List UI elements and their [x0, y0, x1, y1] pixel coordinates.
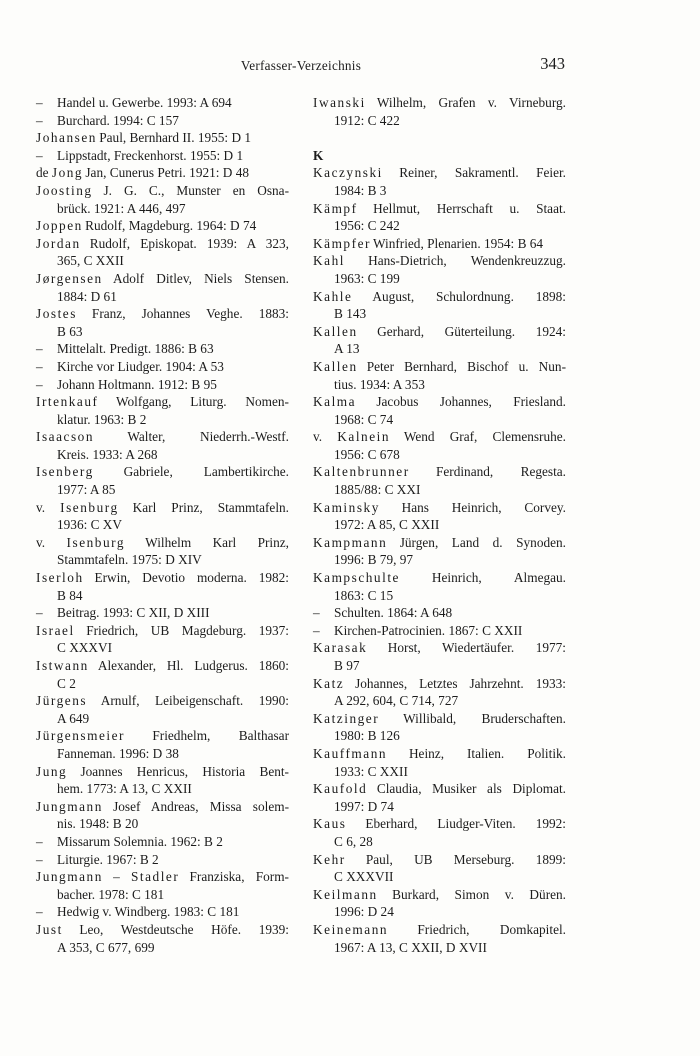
- entry-text: v.: [313, 429, 338, 445]
- index-line: [313, 499, 566, 517]
- index-line: [313, 622, 566, 640]
- entry-text: 1997: D 74: [334, 798, 394, 814]
- index-line: [313, 446, 566, 464]
- blank-line: [313, 129, 566, 147]
- author-name: Kauffmann: [313, 745, 388, 761]
- entry-text: Schulten. 1864: A 648: [334, 605, 453, 621]
- index-line: [36, 727, 289, 745]
- entry-text: nis. 1948: B 20: [57, 816, 139, 832]
- entry-text: Kreis. 1933: A 268: [57, 446, 158, 462]
- entry-text: 1984: B 3: [334, 182, 387, 198]
- index-line: [36, 833, 289, 851]
- author-name: Isenburg: [66, 534, 126, 550]
- index-line: [313, 675, 566, 693]
- entry-text: v.: [36, 499, 61, 515]
- entry-text: Hellmut, Herrschaft u. Staat.: [356, 200, 566, 216]
- index-line: [36, 798, 289, 816]
- index-line: [313, 270, 566, 288]
- index-line: [36, 569, 289, 587]
- entry-text: Alexander, Hl. Ludgerus. 1860:: [87, 658, 289, 673]
- author-name: Kaufold: [313, 781, 368, 797]
- index-line: [313, 182, 566, 200]
- repeat-dash: –: [313, 622, 320, 638]
- entry-text: klatur. 1963: B 2: [57, 411, 147, 427]
- entry-text: Leo, Westdeutsche Höfe. 1939:: [61, 921, 289, 937]
- entry-text: Franziska, Form-: [178, 869, 289, 885]
- entry-text: Walter, Niederrh.-Westf.: [92, 429, 289, 445]
- author-name: Isaacson: [36, 429, 95, 445]
- entry-text: Beitrag. 1993: C XII, D XIII: [57, 605, 210, 621]
- author-name: Joppen: [36, 218, 83, 234]
- repeat-dash: –: [36, 904, 43, 920]
- entry-text: Jan, Cunerus Petri. 1921: D 48: [82, 165, 250, 181]
- index-line: [313, 164, 566, 182]
- author-name: Kampmann: [313, 534, 388, 550]
- entry-text: B 63: [57, 323, 83, 339]
- index-line: [313, 921, 566, 939]
- entry-text: 1885/88: C XXI: [334, 482, 421, 498]
- repeat-dash: –: [36, 358, 43, 374]
- entry-text: Mittelalt. Predigt. 1886: B 63: [57, 341, 214, 357]
- author-name: Kampschulte: [313, 570, 400, 586]
- author-name: Kämpfer: [313, 235, 371, 251]
- index-line: [313, 235, 566, 253]
- index-line: [36, 112, 289, 130]
- index-line: [36, 763, 289, 781]
- repeat-dash: –: [313, 605, 320, 621]
- entry-text: Erwin, Devotio moderna. 1982:: [82, 570, 289, 586]
- index-line: [313, 939, 566, 957]
- index-line: [36, 499, 289, 517]
- entry-text: bacher. 1978: C 181: [57, 886, 165, 902]
- entry-text: Peter Bernhard, Bischof u. Nun-: [356, 358, 566, 374]
- author-name: Jong: [51, 165, 84, 181]
- entry-text: C 6, 28: [334, 833, 373, 849]
- entry-text: 1996: D 24: [334, 904, 394, 920]
- author-name: Kaus: [313, 816, 347, 832]
- entry-text: Heinz, Italien. Politik.: [386, 745, 566, 761]
- entry-text: Lippstadt, Freckenhorst. 1955: D 1: [57, 147, 244, 163]
- index-line: [313, 323, 566, 341]
- page-header: [36, 54, 566, 78]
- entry-text: Johann Holtmann. 1912: B 95: [57, 376, 217, 392]
- index-line: [313, 798, 566, 816]
- author-name: Kalma: [313, 394, 357, 410]
- entry-text: 365, C XXII: [57, 253, 124, 269]
- index-line: [36, 939, 289, 957]
- author-name: Iserloh: [36, 570, 84, 586]
- repeat-dash: –: [36, 147, 43, 163]
- index-line: [313, 587, 566, 605]
- entry-text: Handel u. Gewerbe. 1993: A 694: [57, 95, 232, 110]
- entry-text: A 353, C 677, 699: [57, 939, 155, 955]
- index-line: [36, 815, 289, 833]
- index-columns: [36, 94, 566, 956]
- author-name: Jürgensmeier: [36, 728, 126, 744]
- entry-text: August, Schulordnung. 1898:: [351, 288, 566, 304]
- index-line: [36, 886, 289, 904]
- index-line: [36, 147, 289, 165]
- entry-text: Kirche vor Liudger. 1904: A 53: [57, 358, 224, 374]
- index-line: [313, 657, 566, 675]
- index-line: [313, 217, 566, 235]
- entry-text: 1863: C 15: [334, 587, 394, 603]
- repeat-dash: –: [36, 851, 43, 867]
- index-line: [36, 851, 289, 869]
- index-column-left: [36, 94, 289, 956]
- entry-text: B 143: [334, 306, 367, 322]
- entry-text: Wilhelm Karl Prinz,: [124, 534, 290, 550]
- entry-text: –: [101, 869, 131, 885]
- entry-text: Jacobus Johannes, Friesland.: [355, 394, 566, 410]
- index-line: [313, 305, 566, 323]
- index-line: [36, 604, 289, 622]
- index-line: [313, 886, 566, 904]
- entry-text: de: [36, 165, 52, 181]
- index-line: [313, 288, 566, 306]
- index-line: [36, 270, 289, 288]
- entry-text: Wend Graf, Clemensruhe.: [389, 429, 566, 445]
- entry-text: Stammtafeln. 1975: D XIV: [57, 552, 202, 568]
- index-line: [313, 411, 566, 429]
- author-name: Johansen: [36, 130, 97, 146]
- index-line: [313, 710, 566, 728]
- index-line: [36, 235, 289, 253]
- author-name: Israel: [36, 622, 75, 638]
- repeat-dash: –: [36, 95, 43, 110]
- author-name: Jung: [36, 763, 68, 779]
- index-line: [36, 710, 289, 728]
- index-line: [36, 411, 289, 429]
- author-name: Jungmann: [36, 869, 103, 885]
- index-line: [313, 393, 566, 411]
- entry-text: Wolfgang, Liturg. Nomen-: [97, 394, 289, 410]
- author-name: Karasak: [313, 640, 368, 656]
- entry-text: Reiner, Sakramentl. Feier.: [381, 165, 566, 181]
- entry-text: Claudia, Musiker als Diplomat.: [366, 781, 566, 797]
- index-line: [36, 692, 289, 710]
- author-name: Jungmann: [36, 798, 103, 814]
- entry-text: Heinrich, Almegau.: [398, 570, 566, 586]
- author-name: Joosting: [36, 182, 93, 198]
- entry-text: A 649: [57, 710, 90, 726]
- index-line: [36, 182, 289, 200]
- entry-text: Missarum Solemnia. 1962: B 2: [57, 833, 223, 849]
- entry-text: Johannes, Letztes Jahrzehnt. 1933:: [343, 675, 566, 691]
- entry-text: 1933: C XXII: [334, 763, 408, 779]
- text-block: [36, 54, 566, 956]
- author-name: Jürgens: [36, 693, 88, 709]
- index-line: [36, 323, 289, 341]
- entry-text: Gerhard, Güterteilung. 1924:: [356, 323, 566, 339]
- entry-text: Rudolf, Magdeburg. 1964: D 74: [81, 218, 257, 234]
- entry-text: B 97: [334, 658, 360, 673]
- entry-text: Hedwig v. Windberg. 1983: C 181: [57, 904, 240, 920]
- index-line: [36, 94, 289, 112]
- entry-text: Jürgen, Land d. Synoden.: [386, 534, 566, 550]
- index-line: [36, 921, 289, 939]
- index-line: [313, 763, 566, 781]
- index-line: [313, 604, 566, 622]
- index-line: [313, 252, 566, 270]
- repeat-dash: –: [36, 833, 43, 849]
- index-line: [36, 587, 289, 605]
- index-line: [313, 727, 566, 745]
- entry-text: 1956: C 242: [334, 218, 400, 234]
- entry-text: hem. 1773: A 13, C XXII: [57, 781, 192, 797]
- entry-text: Friedhelm, Balthasar: [123, 728, 289, 744]
- index-line: [313, 551, 566, 569]
- author-name: Kaminsky: [313, 499, 380, 515]
- entry-text: Paul, UB Merseburg. 1899:: [344, 851, 566, 867]
- repeat-dash: –: [36, 112, 43, 128]
- entry-text: C XXXVII: [334, 869, 394, 885]
- entry-text: 1980: B 126: [334, 728, 400, 744]
- index-line: [36, 340, 289, 358]
- index-line: [313, 516, 566, 534]
- author-name: Katz: [313, 675, 345, 691]
- entry-text: Friedrich, UB Magdeburg. 1937:: [73, 622, 289, 638]
- author-name: Jostes: [36, 306, 77, 322]
- index-line: [36, 393, 289, 411]
- entry-text: Fanneman. 1996: D 38: [57, 745, 179, 761]
- index-line: [313, 376, 566, 394]
- index-line: [36, 376, 289, 394]
- index-column-right: [313, 94, 566, 956]
- index-line: [313, 481, 566, 499]
- entry-text: Burkard, Simon v. Düren.: [376, 886, 566, 902]
- index-line: [313, 200, 566, 218]
- entry-text: J. G. C., Munster en Osna-: [91, 182, 289, 198]
- index-line: [313, 112, 566, 130]
- index-line: [313, 903, 566, 921]
- entry-text: Adolf Ditlev, Niels Stensen.: [101, 270, 289, 286]
- entry-text: Arnulf, Leibeigenschaft. 1990:: [86, 693, 289, 709]
- index-line: [36, 446, 289, 464]
- entry-text: C 2: [57, 675, 76, 691]
- author-name: Keilmann: [313, 886, 378, 902]
- index-line: [36, 657, 289, 675]
- index-line: [36, 428, 289, 446]
- author-name: Jordan: [36, 235, 81, 251]
- author-name: Isenburg: [60, 499, 119, 515]
- index-line: [36, 463, 289, 481]
- index-line: [36, 481, 289, 499]
- index-line: [313, 851, 566, 869]
- entry-text: 1977: A 85: [57, 482, 116, 498]
- entry-text: Hans-Dietrich, Wendenkreuzzug.: [343, 253, 566, 269]
- index-line: [36, 252, 289, 270]
- index-line: [36, 639, 289, 657]
- index-line: [313, 340, 566, 358]
- entry-text: Ferdinand, Regesta.: [408, 464, 566, 480]
- entry-text: Josef Andreas, Missa solem-: [101, 798, 289, 814]
- entry-text: Liturgie. 1967: B 2: [57, 851, 159, 867]
- index-line: [36, 305, 289, 323]
- entry-text: Winfried, Plenarien. 1954: B 64: [369, 235, 544, 251]
- entry-text: Horst, Wiedertäufer. 1977:: [366, 640, 566, 656]
- entry-text: 1884: D 61: [57, 288, 117, 304]
- index-line: [313, 639, 566, 657]
- index-line: [313, 780, 566, 798]
- entry-text: Hans Heinrich, Corvey.: [378, 499, 566, 515]
- entry-text: Paul, Bernhard II. 1955: D 1: [95, 130, 252, 146]
- author-name: Kalnein: [337, 429, 391, 445]
- entry-text: 1967: A 13, C XXII, D XVII: [334, 939, 487, 955]
- author-name: Isenberg: [36, 464, 94, 480]
- index-line: [36, 217, 289, 235]
- section-letter: K: [313, 147, 324, 163]
- index-line: [36, 288, 289, 306]
- index-line: [36, 164, 289, 182]
- page-number: 343: [540, 54, 565, 73]
- author-name: Iwanski: [313, 95, 366, 110]
- author-name: Kallen: [313, 358, 358, 374]
- index-line: [313, 569, 566, 587]
- index-line: [313, 534, 566, 552]
- index-line: [313, 745, 566, 763]
- index-line: [313, 815, 566, 833]
- index-line: [36, 622, 289, 640]
- entry-text: Franz, Johannes Veghe. 1883:: [75, 306, 289, 322]
- entry-text: B 84: [57, 587, 83, 603]
- index-line: [36, 675, 289, 693]
- index-line: [313, 868, 566, 886]
- index-line: [313, 692, 566, 710]
- entry-text: Gabriele, Lambertikirche.: [92, 464, 289, 480]
- author-name: Katzinger: [313, 710, 380, 726]
- repeat-dash: –: [36, 341, 43, 357]
- index-line: [313, 833, 566, 851]
- author-name: Kahle: [313, 288, 353, 304]
- index-line: [36, 551, 289, 569]
- entry-text: 1936: C XV: [57, 517, 123, 533]
- entry-text: Wilhelm, Grafen v. Virneburg.: [364, 95, 566, 110]
- index-line: [36, 745, 289, 763]
- repeat-dash: –: [36, 376, 43, 392]
- index-line: [313, 147, 566, 165]
- index-line: [313, 463, 566, 481]
- author-name: Jørgensen: [36, 270, 103, 286]
- repeat-dash: –: [36, 605, 43, 621]
- index-line: [36, 358, 289, 376]
- entry-text: Karl Prinz, Stammtafeln.: [117, 499, 289, 515]
- author-name: Irtenkauf: [36, 394, 99, 410]
- index-line: [313, 94, 566, 112]
- entry-text: A 13: [334, 341, 360, 357]
- author-name: Kehr: [313, 851, 346, 867]
- entry-text: Rudolf, Episkopat. 1939: A 323,: [79, 235, 289, 251]
- entry-text: Willibald, Bruderschaften.: [378, 710, 566, 726]
- entry-text: Burchard. 1994: C 157: [57, 112, 179, 128]
- entry-text: v.: [36, 534, 67, 550]
- entry-text: Kirchen-Patrocinien. 1867: C XXII: [334, 622, 523, 638]
- entry-text: brück. 1921: A 446, 497: [57, 200, 186, 216]
- author-name: Kahl: [313, 253, 345, 269]
- running-title: Verfasser-Verzeichnis: [240, 58, 362, 73]
- entry-text: 1912: C 422: [334, 112, 400, 128]
- entry-text: 1972: A 85, C XXII: [334, 517, 440, 533]
- entry-text: 1956: C 678: [334, 446, 400, 462]
- author-name: Kallen: [313, 323, 358, 339]
- index-line: [36, 200, 289, 218]
- author-name: Kaltenbrunner: [313, 464, 410, 480]
- entry-text: C XXXVI: [57, 640, 113, 656]
- author-name: Kämpf: [313, 200, 358, 216]
- index-line: [313, 428, 566, 446]
- entry-text: A 292, 604, C 714, 727: [334, 693, 459, 709]
- index-line: [313, 358, 566, 376]
- index-line: [36, 129, 289, 147]
- entry-text: Joannes Henricus, Historia Bent-: [66, 763, 289, 779]
- author-name: Just: [36, 921, 63, 937]
- entry-text: Eberhard, Liudger-Viten. 1992:: [345, 816, 566, 832]
- index-line: [36, 780, 289, 798]
- index-line: [36, 903, 289, 921]
- entry-text: 1996: B 79, 97: [334, 552, 414, 568]
- author-name: Stadler: [130, 869, 180, 885]
- author-name: Istwann: [36, 658, 89, 673]
- entry-text: 1968: C 74: [334, 411, 394, 427]
- author-name: Keinemann: [313, 921, 389, 937]
- entry-text: 1963: C 199: [334, 270, 400, 286]
- entry-text: tius. 1934: A 353: [334, 376, 425, 392]
- entry-text: Friedrich, Domkapitel.: [387, 921, 566, 937]
- author-name: Kaczynski: [313, 165, 383, 181]
- index-line: [36, 868, 289, 886]
- index-line: [36, 534, 289, 552]
- index-line: [36, 516, 289, 534]
